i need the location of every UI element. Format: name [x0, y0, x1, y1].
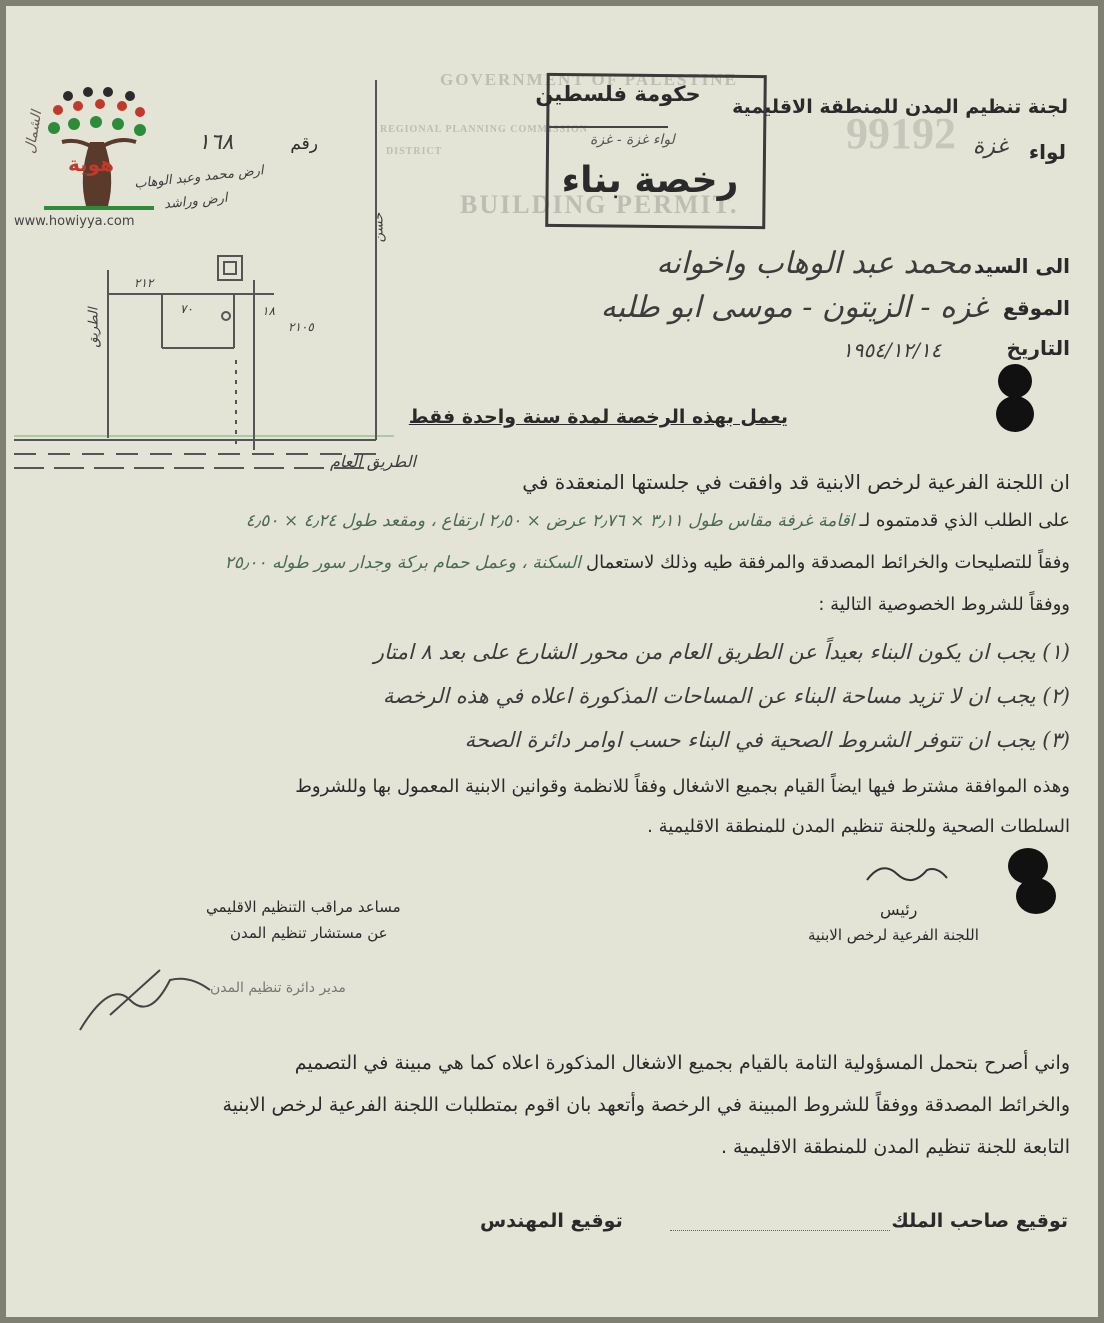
sketch-side-road: الطريق	[86, 307, 102, 348]
stipulation-line-2: السلطات الصحية وللجنة تنظيم المدن للمنطقة الاقليمية .	[647, 816, 1070, 837]
assistant-subtitle: عن مستشار تنظيم المدن	[230, 924, 388, 942]
body-line-2-hand: اقامة غرفة مقاس طول ٣٫١١ × ٢٫٧٦ عرض × ٢٫٥٠ ارتفاع ، ومقعد طول ٤٫٢٤ × ٤٫٥٠	[245, 511, 855, 531]
declaration-line-1: واني أصرح بتحمل المسؤولية التامة بالقيام بجميع الاشغال المذكورة اعلاه كما هي مبينة في التصميم	[294, 1052, 1070, 1074]
declaration-line-2: والخرائط المصدقة ووفقاً للشروط المبينة في الرخصة وأتعهد بان اقوم بمتطلبات اللجنة الفرعية لرخص الابنية	[222, 1094, 1070, 1116]
date-value: ١٩٥٤/١٢/١٤	[842, 338, 942, 362]
body-line-3-hand: السكنة ، وعمل حمام بركة وجدار سور طوله ٢٥٫٠٠	[224, 553, 581, 573]
sketch-note-b: ارض وراشد	[163, 190, 229, 213]
ghost-government-text: GOVERNMENT OF PALESTINE	[440, 70, 738, 89]
chairman-title: رئيس	[880, 900, 918, 919]
stamp-divider	[548, 126, 668, 128]
sketch-dim-2: ٧٠	[180, 302, 193, 316]
condition-3: (٣) يجب ان تتوفر الشروط الصحية في البناء حسب اوامر دائرة الصحة	[464, 728, 1070, 752]
road-label: الطريق العام	[330, 452, 416, 471]
permit-title: رخصة بناء	[561, 160, 739, 201]
sketch-dim-1: ٢١٢	[134, 276, 154, 290]
district-label: لواء	[1028, 140, 1066, 164]
committee-heading: لجنة تنظيم المدن للمنطقة الاقليمية	[732, 96, 1068, 118]
body-line-3	[10, 552, 1070, 573]
assistant-signature-mark	[70, 960, 220, 1040]
stamp-district: لواء غزة - غزة	[590, 132, 675, 148]
engineer-signature-label: توقيع المهندس	[480, 1210, 623, 1232]
ghost-permit-text: BUILDING PERMIT.	[460, 190, 739, 219]
sketch-number-value: ١٦٨	[198, 130, 234, 155]
sketch-dim-3: ١٨	[262, 304, 275, 318]
site-sketch	[14, 70, 414, 500]
sketch-number-label: رقم	[290, 134, 318, 154]
body-line-4: ووفقاً للشروط الخصوصية التالية :	[818, 594, 1070, 615]
validity-note: يعمل بهذه الرخصة لمدة سنة واحدة فقط	[408, 406, 788, 428]
to-value: محمد عبد الوهاب واخوانه	[656, 246, 972, 281]
body-line-2-print: على الطلب الذي قدمتموه لـ	[859, 510, 1070, 531]
sketch-north: الشمال	[22, 109, 46, 155]
stipulation-line-1: وهذه الموافقة مشترط فيها ايضاً القيام بجميع الاشغال وفقاً للانظمة وقوانين الابنية المعمول بها وللشروط	[295, 776, 1070, 797]
logo-name: هوية	[68, 152, 115, 176]
body-line-2	[10, 510, 1070, 531]
ghost-commission-text: REGIONAL PLANNING COMMISSION	[380, 124, 589, 135]
punch-hole	[1016, 878, 1056, 914]
logo-site: www.howiyya.com	[14, 214, 135, 229]
condition-2: (٢) يجب ان لا تزيد مساحة البناء عن المساحات المذكورة اعلاه في هذه الرخصة	[382, 684, 1070, 708]
sketch-dim-4: ٢١٠٥	[288, 320, 314, 334]
punch-hole	[998, 364, 1032, 398]
chairman-subtitle: اللجنة الفرعية لرخص الابنية	[808, 926, 979, 944]
sketch-note-a: ارض محمد وعبد الوهاب	[133, 163, 265, 192]
ghost-district-text: DISTRICT	[386, 146, 443, 157]
stamp-government: حكومة فلسطين	[535, 82, 701, 106]
director-stamp-text: مدير دائرة تنظيم المدن	[210, 980, 346, 996]
owner-signature-label: توقيع صاحب الملك	[891, 1210, 1068, 1232]
assistant-title: مساعد مراقب التنظيم الاقليمي	[206, 898, 401, 916]
punch-hole	[996, 396, 1034, 432]
location-label: الموقع	[1002, 296, 1070, 320]
condition-1: (١) يجب ان يكون البناء بعيداً عن الطريق العام من محور الشارع على بعد ٨ امتار	[373, 640, 1070, 664]
location-value: غزه - الزيتون - موسى ابو طلبه	[600, 290, 988, 325]
declaration-line-3: التابعة للجنة تنظيم المدن للمنطقة الاقليمية .	[720, 1136, 1070, 1158]
serial-number: 99192	[846, 109, 956, 158]
owner-signature-line	[670, 1230, 890, 1231]
date-label: التاريخ	[1006, 336, 1070, 360]
body-line-3-print: وفقاً للتصليحات والخرائط المصدقة والمرفقة طيه وذلك لاستعمال	[586, 552, 1070, 573]
to-label: الى السيد	[974, 254, 1070, 278]
sketch-side-owner: حسن	[371, 212, 387, 243]
body-line-1: ان اللجنة الفرعية لرخص الابنية قد وافقت في جلستها المنعقدة في	[522, 470, 1070, 494]
chairman-signature-mark	[862, 850, 952, 890]
district-value: غزة	[972, 134, 1008, 159]
